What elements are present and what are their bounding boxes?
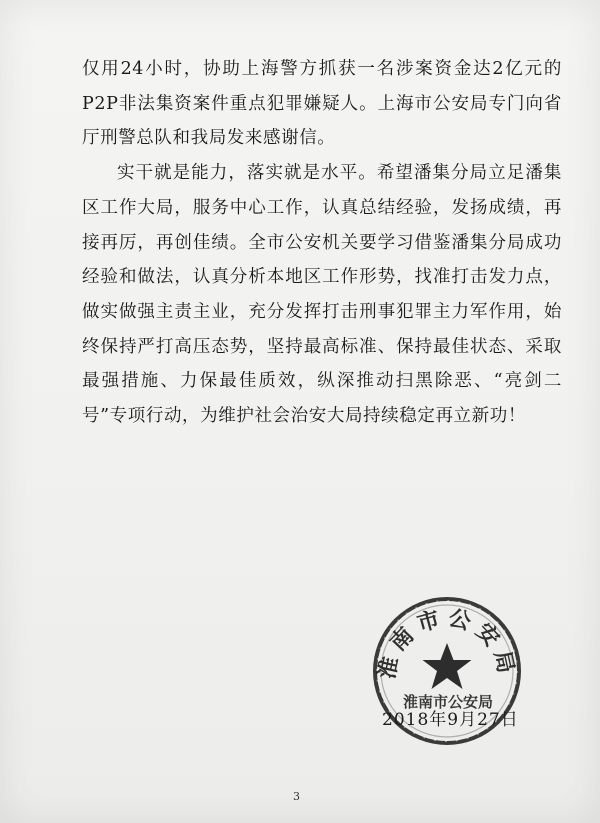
seal-ring-text: 淮南市公安局 xyxy=(373,604,521,682)
body-text xyxy=(82,52,562,434)
paragraph-conclusion: 实干就是能力，落实就是水平。希望潘集分局立足潘集区工作大局，服务中心工作，认真总结经验，发扬成绩，再接再厉，再创佳绩。全市公安机关要学习借鉴潘集分局成功经验和做法，认真分析本地区工作形势，找准打击发力点，做实做强主责主业，充分发挥打击刑事犯罪主力军作用，始终保持严打高压态势，坚持最高标准、保持最佳状态、采取最强措施、力保最佳质效，纵深推动扫黑除恶、“亮剑二号”专项行动，为维护社会治安大局持续稳定再立新功！ xyxy=(82,163,562,427)
paragraph-continuation: 仅用24小时，协助上海警方抓获一名涉案资金达2亿元的P2P非法集资案件重点犯罪嫌疑人。上海市公安局专门向省厅刑警总队和我局发来感谢信。 xyxy=(82,59,562,149)
seal-star-icon xyxy=(423,643,472,689)
seal-center-text: 淮南市公安局 xyxy=(402,693,494,711)
page-number: 3 xyxy=(293,790,300,803)
document-date: 2018年9月27日 xyxy=(382,710,519,730)
